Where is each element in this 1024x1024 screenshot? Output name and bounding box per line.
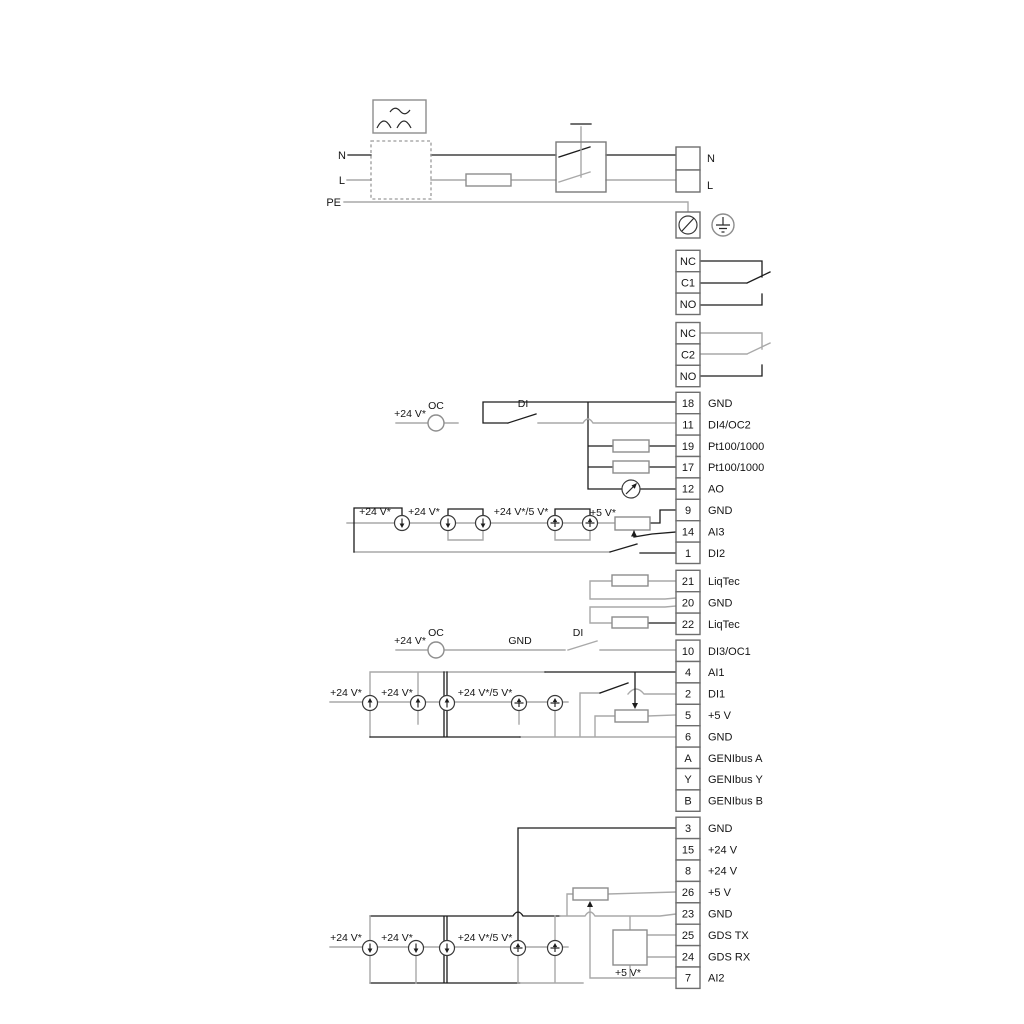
- schematic-label: +24 V*: [408, 506, 440, 518]
- schematic-label: +24 V*: [381, 687, 413, 699]
- schematic-label: +24 V*/5 V*: [493, 506, 549, 518]
- fuse-symbol: [466, 174, 511, 186]
- terminal-label: DI2: [708, 547, 726, 560]
- schematic-label: DI: [572, 627, 584, 639]
- wires: [330, 124, 770, 983]
- schematic-label: +5 V*: [590, 507, 616, 519]
- schematic-label: +24 V*/5 V*: [457, 932, 513, 944]
- terminal-label: GENIbus Y: [708, 774, 763, 787]
- relay-terminal-pin: NO: [679, 298, 697, 311]
- terminal-label: LiqTec: [708, 618, 740, 631]
- schematic-label: +24 V*: [394, 635, 426, 647]
- terminal-label: DI4/OC2: [708, 419, 751, 432]
- terminal-pin: 7: [684, 972, 692, 985]
- schematic-label: L: [338, 175, 345, 187]
- terminal-pin: 26: [681, 887, 695, 900]
- schematic-label: OC: [428, 400, 444, 412]
- schematic-label: N: [707, 153, 715, 165]
- terminal-pin: 11: [682, 419, 694, 432]
- terminal-pin: 6: [684, 731, 692, 744]
- terminal-label: AI1: [708, 667, 725, 680]
- terminal-pin: 1: [684, 547, 692, 560]
- terminal-label: GND: [708, 908, 733, 921]
- schematic-label: OC: [428, 627, 444, 639]
- terminal-pin: 5: [684, 710, 692, 722]
- terminal-pin: 22: [681, 618, 695, 631]
- schematic-label: GND: [508, 635, 532, 647]
- terminal-strip: [676, 250, 764, 988]
- terminal-pin: 10: [681, 645, 695, 658]
- relay-terminal-pin: NC: [680, 328, 696, 341]
- potentiometer-symbol: [615, 710, 648, 722]
- schematic-label: +5 V*: [615, 967, 641, 979]
- terminal-label: GND: [708, 822, 733, 835]
- terminal-label: GDS RX: [708, 951, 751, 964]
- supply-unit-box: [371, 141, 431, 199]
- potentiometer-wiper-arrow: [587, 901, 593, 907]
- gds-sensor-box: [613, 930, 647, 965]
- terminal-label: AI3: [708, 526, 725, 539]
- schematic-label: DI: [517, 398, 529, 410]
- terminal-label: GDS TX: [708, 929, 749, 942]
- schematic-label: +24 V*: [381, 932, 413, 944]
- terminal-pin: 25: [681, 929, 695, 942]
- terminal-pin: 4: [684, 667, 692, 680]
- terminal-pin: 21: [681, 576, 695, 588]
- terminal-pin: 8: [684, 865, 692, 878]
- schematic-label: L: [707, 180, 714, 192]
- terminal-pin: A: [684, 752, 692, 765]
- open-collector-icon: [428, 415, 444, 431]
- terminal-pin: 2: [684, 688, 692, 701]
- liqtec-resistor-symbol: [612, 617, 648, 628]
- relay-terminal-pin: NC: [680, 256, 696, 268]
- relay-terminal-pin: C1: [680, 277, 696, 290]
- terminal-label: +5 V: [708, 710, 731, 722]
- terminal-pin: 24: [681, 951, 695, 964]
- terminal-pin: 19: [681, 440, 695, 453]
- terminal-label: Pt100/1000: [708, 462, 765, 475]
- terminal-label: +24 V: [708, 865, 738, 878]
- terminal-label: +5 V: [708, 887, 731, 900]
- schematic-label: +24 V*: [394, 408, 426, 420]
- terminal-pin: Y: [684, 774, 692, 787]
- liqtec-resistor-symbol: [612, 575, 648, 586]
- terminal-pin: 9: [684, 505, 692, 517]
- terminal-label: GND: [708, 505, 733, 517]
- schematic-label: +24 V*: [330, 932, 362, 944]
- schematic-label: +24 V*: [359, 506, 391, 518]
- ac-filter-symbol: [373, 100, 426, 133]
- terminal-pin: 14: [681, 526, 695, 539]
- terminal-pin: B: [684, 795, 692, 808]
- terminal-pin: 15: [681, 844, 695, 857]
- terminal-pin: 20: [681, 597, 695, 610]
- terminal-label: LiqTec: [708, 576, 740, 588]
- terminal-label: GND: [708, 398, 733, 410]
- open-collector-icon: [428, 642, 444, 658]
- terminal-label: AI2: [708, 972, 725, 985]
- terminal-pin: 12: [681, 483, 695, 496]
- schematic-labels: [326, 150, 715, 979]
- current-source-symbols: [363, 516, 598, 956]
- pt100-resistor-symbol: [613, 461, 649, 473]
- mains-terminal-l-box: [676, 170, 700, 192]
- schematic-label: +24 V*: [330, 687, 362, 699]
- pt100-resistor-symbol: [613, 440, 649, 452]
- terminal-label: DI1: [708, 688, 726, 701]
- potentiometer-wiper-arrow: [631, 531, 637, 537]
- schematic-label: +24 V*/5 V*: [457, 687, 513, 699]
- terminal-pin: 17: [681, 462, 695, 475]
- terminal-label: Pt100/1000: [708, 440, 765, 453]
- terminal-label: GND: [708, 731, 733, 744]
- potentiometer-symbol: [573, 888, 608, 900]
- schematic-label: N: [338, 150, 346, 162]
- terminal-label: GENIbus B: [708, 795, 764, 808]
- terminal-pin: 3: [684, 822, 692, 835]
- terminal-pin: 18: [681, 398, 695, 410]
- relay-terminal-pin: NO: [679, 371, 697, 383]
- terminal-label: GND: [708, 597, 733, 610]
- terminal-label: DI3/OC1: [708, 645, 751, 658]
- potentiometer-wiper-arrow: [632, 703, 638, 709]
- relay-terminal-pin: C2: [680, 349, 696, 362]
- terminal-label: AO: [708, 483, 724, 496]
- terminal-pin: 23: [681, 908, 695, 921]
- potentiometer-symbol: [615, 517, 650, 530]
- schematic-label: PE: [326, 197, 341, 209]
- terminal-label: +24 V: [708, 844, 738, 857]
- mains-terminal-n-box: [676, 147, 700, 170]
- terminal-label: GENIbus A: [708, 752, 763, 765]
